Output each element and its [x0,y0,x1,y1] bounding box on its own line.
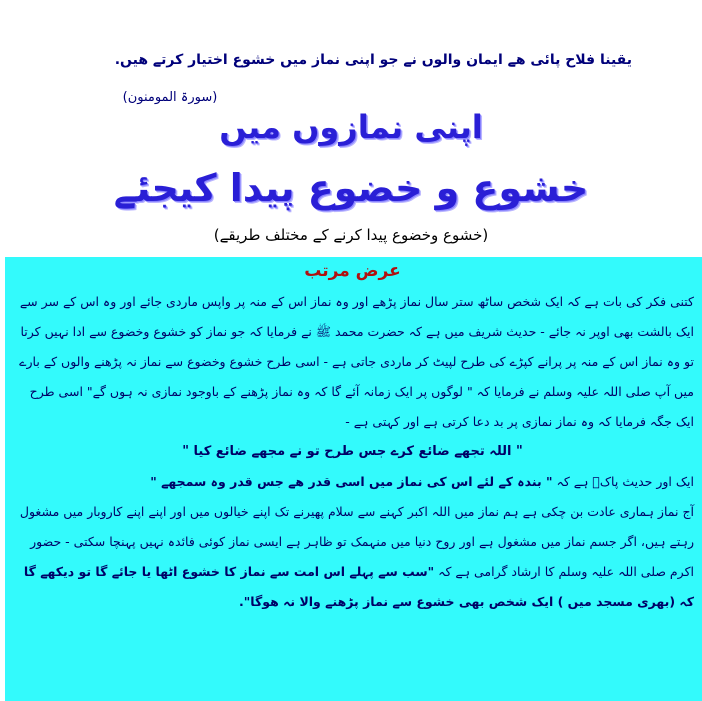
closing-quote: "سب سے پہلے اس امت سے نماز کا خشوع اٹھا یا جائے گا تو دیکھے گا کہ (بھری مسجد میں ) ایک شخص بھی خشوع سے نماز پڑھنے والا نہ هوگا". [23,564,694,609]
content-panel [5,257,702,701]
paragraph-intro: کتنی فکر کی بات ہے کہ ایک شخص ساٹھ ستر سال نماز پڑھے اور وہ نماز اس کے منہ پر واپس ماردی جائے اور وہ اس کے سر سے ایک بالشت بھی اوپر نہ جائے - حدیث شریف میں ہے کہ حضرت محمد ﷺ نے فرمایا کہ جو نماز کو خشوع وخضوع سے ادا نہیں کرتا تو وہ نماز اس کے منہ پر پرانے کپڑے کی طرح لپیٹ کر ماردی جاتی ہے - اسی طرح خشوع وخضوع سے نماز نہ پڑھنے والوں کے بارے میں آپ صلی اللہ علیہ وسلم نے فرمایا کہ " لوگوں پر ایک زمانہ آئے گا کہ وہ نماز پڑھنے کے باوجود نمازی نہ ہوں گے" اسی طرح ایک جگہ فرمایا کہ وہ نماز نمازی پر بد دعا کرتی ہے اور کہتی ہے - [19,294,694,429]
paragraph-closing [11,497,694,617]
page-title-line1: اپنی نمازوں میں [219,108,483,146]
hadith-quote-2: " بندہ کے لئے اس کی نماز میں اسی قدر هے جس قدر وہ سمجھے " [150,474,553,489]
page-title-line2: خشوع و خضوع پیدا کیجئے [113,166,589,210]
panel-heading: عرض مرتب [304,261,401,281]
closing-text: آج نماز ہماری عادت بن چکی ہے ہم نماز میں اللہ اکبر کہنے سے سلام پھیرنے تک اپنے خیالوں میں اور اپنے اپنے کاروبار میں مشغول رہتے ہیں، اگر جسم نماز میں مشغول ہے اور روح دنیا میں منہمک تو ظاہر ہے ایسی نماز کوئی فائدہ نہیں پہنچا سکتی - حضور اکرم صلی اللہ علیہ وسلم کا ارشاد گرامی ہے کہ [19,504,694,579]
hadith-intro: ایک اور حدیث پاکؐ ہے کہ [556,474,694,489]
verse-reference: (سورۃ المومنون) [122,90,218,105]
paragraph-hadith [11,467,694,497]
page-subtitle: (خشوع وخضوع پیدا کرنے کے مختلف طریقے) [213,226,489,244]
quran-verse: یقینا فلاح پائی هے ایمان والوں نے جو اپنی نماز میں خشوع اختیار کرتے هیں. [114,52,632,68]
hadith-quote: " اللہ تجھے ضائع کرے جس طرح تو نے مجھے ضائع کیا " [182,444,523,459]
